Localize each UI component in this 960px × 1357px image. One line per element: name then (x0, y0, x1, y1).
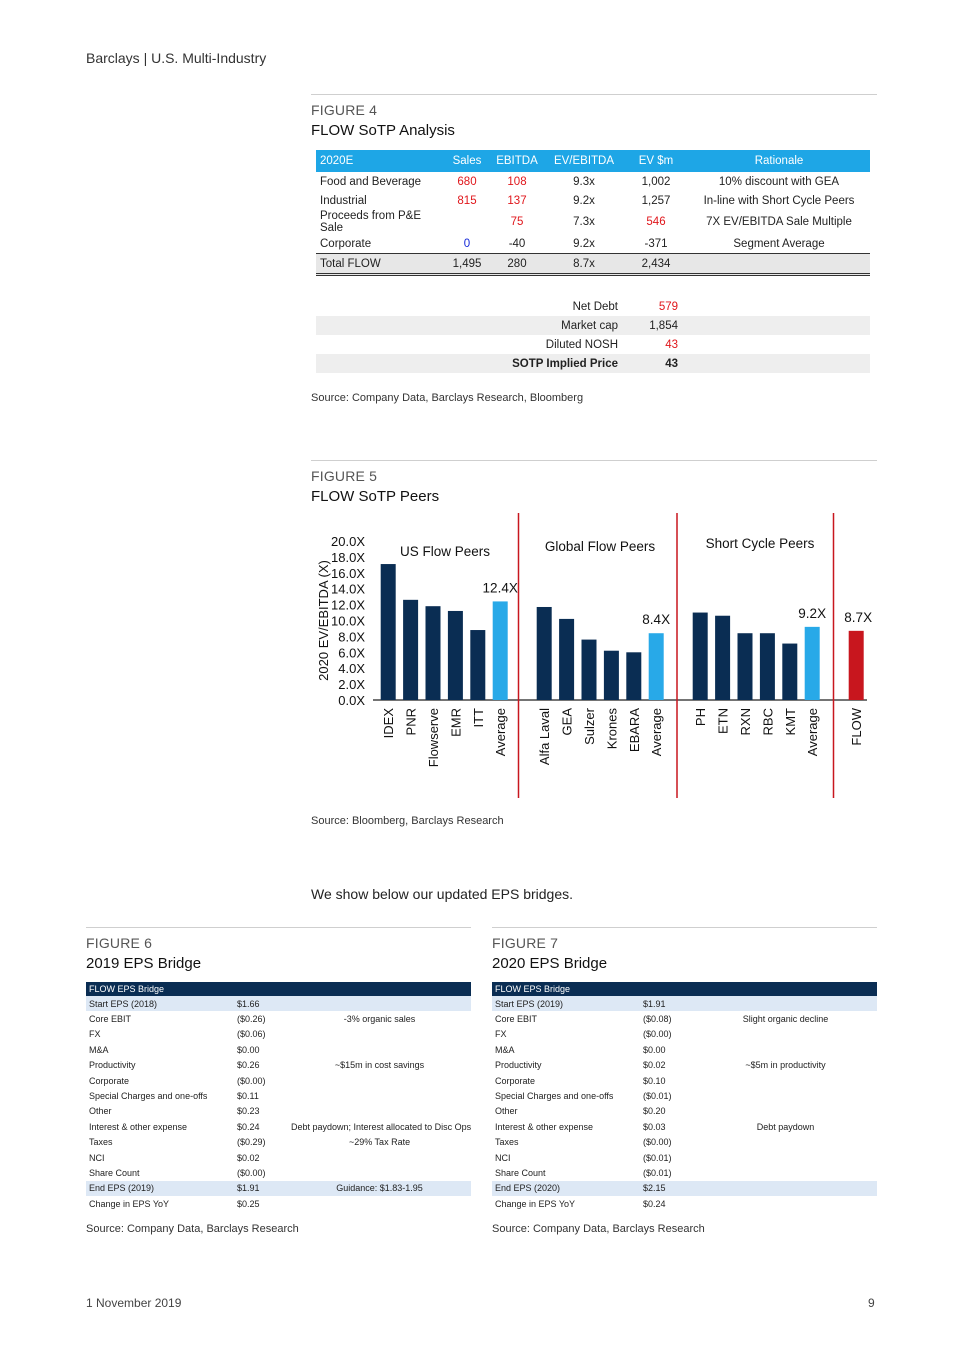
table-row (492, 1088, 877, 1103)
cell-ev: 1,002 (641, 175, 671, 188)
cell-note: Debt paydown; Interest allocated to Disc Ops (291, 1121, 472, 1132)
cell-value: ($0.29) (237, 1137, 266, 1148)
table-row (86, 1119, 471, 1134)
cell-rationale: 7X EV/EBITDA Sale Multiple (706, 216, 852, 228)
table-row (86, 1073, 471, 1088)
table-row (86, 996, 471, 1011)
y-axis-title: 2020 EV/EBITDA (X) (316, 560, 331, 681)
cell-multiple: 9.2x (573, 194, 595, 207)
cell-segment: Corporate (320, 237, 372, 250)
summary-value: 43 (622, 354, 682, 373)
table-row (86, 1088, 471, 1103)
summary-value: 43 (665, 338, 678, 351)
col-header: EV $m (624, 150, 688, 172)
cell-value: $0.02 (643, 1060, 666, 1071)
x-tick-label: GEA (559, 708, 575, 736)
y-tick-label: 20.0X (331, 534, 365, 549)
table-row (316, 191, 870, 210)
cell-note (694, 1027, 877, 1042)
cell-label: Special Charges and one-offs (89, 1091, 208, 1102)
cell-note: Slight organic decline (742, 1014, 829, 1025)
cell-label: Share Count (495, 1167, 546, 1178)
figure6-source: Source: Company Data, Barclays Research (86, 1223, 299, 1235)
cell-label: FX (495, 1029, 507, 1040)
summary-label: Net Debt (572, 300, 618, 313)
bar-rxn (738, 633, 753, 700)
bar-idex (381, 564, 396, 700)
bar-average (805, 627, 820, 700)
cell-label: End EPS (2019) (86, 1181, 234, 1196)
cell-value: $0.10 (643, 1075, 666, 1086)
x-tick-label: EMR (448, 708, 464, 737)
cell-sales: 815 (457, 194, 477, 207)
cell-sales (444, 210, 490, 234)
cell-multiple: 9.2x (573, 237, 595, 250)
cell-rationale (688, 254, 870, 275)
eps-table-header: FLOW EPS Bridge (492, 982, 877, 996)
col-header: 2020E (316, 150, 444, 172)
col-header: Sales (444, 150, 490, 172)
table-row (492, 1073, 877, 1088)
valuation-summary-table (316, 297, 870, 373)
cell-note (694, 996, 877, 1011)
table-row (492, 1027, 877, 1042)
report-header: Barclays | U.S. Multi-Industry (86, 50, 267, 66)
summary-label: Diluted NOSH (545, 338, 618, 351)
table-row (492, 1150, 877, 1165)
cell-note (694, 1073, 877, 1088)
cell-label: NCI (89, 1152, 105, 1163)
cell-label: M&A (89, 1044, 109, 1055)
cell-segment: Industrial (320, 194, 367, 207)
col-header: EBITDA (490, 150, 544, 172)
valuation-summary (316, 297, 870, 373)
cell-value: $0.00 (237, 1044, 260, 1055)
x-tick-label: Average (649, 708, 665, 757)
figure4-label: FIGURE 4 (311, 102, 378, 118)
table-row (492, 996, 877, 1011)
cell-label: Start EPS (2018) (86, 996, 234, 1011)
figure7-title: 2020 EPS Bridge (492, 955, 608, 972)
eps-table-header: FLOW EPS Bridge (86, 982, 471, 996)
bar-krones (604, 651, 619, 700)
x-tick-label: IDEX (381, 708, 397, 739)
table-row (86, 1196, 471, 1211)
cell-label: Interest & other expense (495, 1121, 594, 1132)
summary-row (316, 316, 870, 335)
summary-label: SOTP Implied Price (316, 354, 622, 373)
cell-note (288, 1104, 471, 1119)
table-row (86, 1165, 471, 1180)
cell-ev: 2,434 (624, 254, 688, 275)
cell-label: Core EBIT (89, 1014, 132, 1025)
cell-note (288, 1196, 471, 1211)
figure6-title: 2019 EPS Bridge (86, 955, 202, 972)
x-tick-label: KMT (782, 708, 798, 736)
cell-label: Core EBIT (495, 1014, 538, 1025)
table-row (316, 172, 870, 191)
cell-sales: 0 (463, 237, 471, 250)
group-title: Global Flow Peers (544, 539, 656, 554)
cell-multiple: 7.3x (573, 216, 595, 228)
cell-note: ~$5m in productivity (745, 1060, 826, 1071)
figure6-rule (86, 927, 471, 928)
bar-etn (715, 616, 730, 700)
x-tick-label: Flowserve (426, 708, 441, 768)
cell-ev: 546 (646, 216, 666, 228)
cell-note: Debt paydown (756, 1121, 815, 1132)
cell-label: Start EPS (2019) (492, 996, 640, 1011)
figure7-source: Source: Company Data, Barclays Research (492, 1223, 705, 1235)
cell-note (694, 1135, 877, 1150)
cell-value: ($0.00) (237, 1167, 266, 1178)
cell-label: Taxes (495, 1137, 519, 1148)
cell-value: ($0.01) (643, 1091, 672, 1102)
cell-value: ($0.08) (643, 1014, 672, 1025)
sotp-header-row (316, 150, 870, 172)
cell-label: Other (495, 1106, 518, 1117)
cell-note (694, 1150, 877, 1165)
bar-itt (470, 630, 485, 700)
x-tick-label: EBARA (626, 708, 642, 753)
cell-label: Corporate (495, 1075, 536, 1086)
figure4-source: Source: Company Data, Barclays Research, Bloomberg (311, 392, 584, 404)
cell-value: $0.00 (643, 1044, 666, 1055)
cell-value: $0.02 (237, 1152, 260, 1163)
eps-bridge-2020 (492, 982, 877, 1211)
figure5-source: Source: Bloomberg, Barclays Research (311, 815, 504, 827)
y-tick-label: 4.0X (338, 661, 365, 677)
table-row (316, 210, 870, 234)
cell-segment: Food and Beverage (320, 175, 422, 188)
cell-value: ($0.01) (643, 1167, 672, 1178)
group-title: Short Cycle Peers (705, 536, 815, 551)
table-row (492, 1181, 877, 1196)
cell-value: $2.15 (640, 1181, 694, 1196)
figure7-rule (492, 927, 877, 928)
x-tick-label: Average (493, 708, 509, 757)
cell-ebitda: 137 (507, 194, 527, 207)
cell-note (288, 1165, 471, 1180)
cell-segment: Total FLOW (316, 254, 444, 275)
table-row (492, 1011, 877, 1026)
cell-multiple: 9.3x (573, 175, 595, 188)
cell-note: Guidance: $1.83-1.95 (288, 1181, 471, 1196)
cell-label: Taxes (89, 1137, 113, 1148)
cell-note (288, 996, 471, 1011)
table-row (492, 1196, 877, 1211)
eps-intro-text: We show below our updated EPS bridges. (311, 886, 574, 902)
cell-rationale: Segment Average (733, 237, 825, 250)
cell-label: Productivity (495, 1060, 542, 1071)
footer-date: 1 November 2019 (86, 1296, 182, 1310)
cell-ebitda: 280 (490, 254, 544, 275)
cell-note: -3% organic sales (343, 1014, 416, 1025)
cell-ebitda: 75 (510, 216, 524, 228)
table-row (86, 1181, 471, 1196)
cell-note (694, 1088, 877, 1103)
cell-value: ($0.00) (643, 1137, 672, 1148)
y-tick-label: 8.0X (338, 629, 365, 645)
page-number: 9 (868, 1296, 875, 1310)
cell-note: ~$15m in cost savings (334, 1060, 425, 1071)
cell-value: $0.24 (643, 1198, 666, 1209)
data-label: 9.2X (798, 605, 827, 621)
bar-rbc (760, 633, 775, 700)
table-row (86, 1027, 471, 1042)
cell-value: $1.66 (234, 996, 288, 1011)
cell-label: M&A (495, 1044, 515, 1055)
x-tick-label: Alfa Laval (537, 708, 553, 766)
table-row (86, 1011, 471, 1026)
cell-value: ($0.26) (237, 1014, 266, 1025)
bar-alfa-laval (537, 607, 552, 700)
cell-sales: 1,495 (444, 254, 490, 275)
x-tick-label: FLOW (849, 708, 865, 746)
data-label: 8.7X (844, 609, 873, 625)
data-label: 12.4X (482, 580, 518, 596)
cell-label: Share Count (89, 1167, 140, 1178)
cell-value: ($0.01) (643, 1152, 672, 1163)
summary-value: 1,854 (622, 316, 682, 335)
group-title: US Flow Peers (399, 544, 491, 559)
table-row (86, 1058, 471, 1073)
y-tick-label: 18.0X (331, 549, 365, 565)
cell-label: Change in EPS YoY (495, 1198, 576, 1209)
table-row (86, 1042, 471, 1057)
table-row (86, 1135, 471, 1150)
cell-ebitda: -40 (508, 237, 526, 250)
cell-ev: -371 (644, 237, 668, 250)
cell-value: $0.20 (643, 1106, 666, 1117)
cell-value: $0.03 (643, 1121, 666, 1132)
y-tick-label: 12.0X (331, 597, 365, 613)
cell-note (288, 1027, 471, 1042)
cell-ev: 1,257 (641, 194, 671, 207)
col-header: Rationale (688, 150, 870, 172)
x-tick-label: ETN (715, 708, 731, 734)
x-tick-label: Sulzer (582, 708, 597, 745)
cell-label: FX (89, 1029, 101, 1040)
bar-ebara (626, 652, 641, 700)
bar-average (649, 633, 664, 700)
bar-emr (448, 611, 463, 700)
table-row (492, 1104, 877, 1119)
summary-value: 579 (658, 300, 678, 313)
cell-value: $0.26 (237, 1060, 260, 1071)
cell-value: $1.91 (234, 1181, 288, 1196)
cell-value: ($0.00) (237, 1075, 266, 1086)
y-tick-label: 0.0X (338, 693, 365, 708)
figure4-title: FLOW SoTP Analysis (311, 122, 455, 139)
cell-label: Interest & other expense (89, 1121, 188, 1132)
summary-row (316, 354, 870, 373)
x-tick-label: RXN (738, 708, 753, 736)
cell-note (694, 1104, 877, 1119)
cell-multiple: 8.7x (544, 254, 624, 275)
bar-kmt (782, 644, 797, 700)
total-row (316, 254, 870, 275)
table-row (492, 1042, 877, 1057)
figure5-rule (311, 460, 877, 461)
figure7-label: FIGURE 7 (492, 935, 559, 951)
cell-value: ($0.00) (643, 1029, 672, 1040)
bar-flow (849, 631, 864, 700)
figure5-title: FLOW SoTP Peers (311, 488, 440, 505)
cell-segment: Proceeds from P&E Sale (320, 210, 421, 234)
cell-sales: 680 (457, 175, 477, 188)
bar-average (493, 601, 508, 700)
cell-label: End EPS (2020) (492, 1181, 640, 1196)
cell-label: Corporate (89, 1075, 130, 1086)
bar-flowserve (426, 606, 441, 700)
table-row (316, 234, 870, 254)
table-row (492, 1119, 877, 1134)
cell-value: $0.25 (237, 1198, 260, 1209)
cell-note (694, 1181, 877, 1196)
y-tick-label: 10.0X (331, 613, 365, 629)
cell-note (288, 1088, 471, 1103)
y-tick-label: 14.0X (331, 581, 365, 597)
table-row (492, 1135, 877, 1150)
table-row (492, 1165, 877, 1180)
x-tick-label: RBC (760, 708, 776, 736)
summary-row (316, 335, 870, 354)
cell-note: ~29% Tax Rate (348, 1137, 411, 1148)
bar-ph (693, 613, 708, 700)
cell-rationale: 10% discount with GEA (718, 175, 840, 188)
figure5-label: FIGURE 5 (311, 468, 378, 484)
cell-value: ($0.06) (237, 1029, 266, 1040)
cell-ebitda: 108 (507, 175, 527, 188)
summary-label: Market cap (316, 316, 622, 335)
x-tick-label: ITT (470, 708, 486, 728)
y-tick-label: 16.0X (331, 565, 365, 581)
sotp-table-wrap (316, 150, 870, 276)
y-tick-label: 2.0X (338, 677, 365, 693)
cell-value: $1.91 (640, 996, 694, 1011)
cell-rationale: In-line with Short Cycle Peers (703, 194, 855, 207)
y-tick-label: 6.0X (338, 645, 365, 661)
peer-multiples-chart (311, 508, 877, 803)
eps-bridge-2019 (86, 982, 471, 1211)
table-row (86, 1104, 471, 1119)
table-row (492, 1058, 877, 1073)
bar-sulzer (582, 640, 597, 700)
col-header: EV/EBITDA (544, 150, 624, 172)
cell-note (694, 1042, 877, 1057)
cell-note (694, 1196, 877, 1211)
x-tick-label: PNR (403, 708, 419, 736)
data-label: 8.4X (642, 612, 671, 628)
summary-row (316, 297, 870, 316)
cell-value: $0.11 (237, 1091, 259, 1102)
cell-value: $0.24 (237, 1121, 260, 1132)
x-tick-label: Krones (604, 708, 620, 750)
sotp-table (316, 150, 870, 276)
eps-bridge-table (86, 982, 471, 1211)
cell-label: Special Charges and one-offs (495, 1091, 614, 1102)
cell-value: $0.23 (237, 1106, 260, 1117)
cell-note (288, 1073, 471, 1088)
eps-bridge-table (492, 982, 877, 1211)
cell-label: NCI (495, 1152, 511, 1163)
bar-pnr (403, 600, 418, 700)
cell-label: Change in EPS YoY (89, 1198, 170, 1209)
cell-label: Productivity (89, 1060, 136, 1071)
cell-label: Other (89, 1106, 112, 1117)
x-tick-label: Average (805, 708, 821, 757)
cell-note (694, 1165, 877, 1180)
table-row (86, 1150, 471, 1165)
cell-note (288, 1042, 471, 1057)
figure6-label: FIGURE 6 (86, 935, 153, 951)
x-tick-label: PH (693, 708, 709, 727)
bar-gea (559, 619, 574, 700)
cell-note (288, 1150, 471, 1165)
figure4-rule (311, 94, 877, 95)
